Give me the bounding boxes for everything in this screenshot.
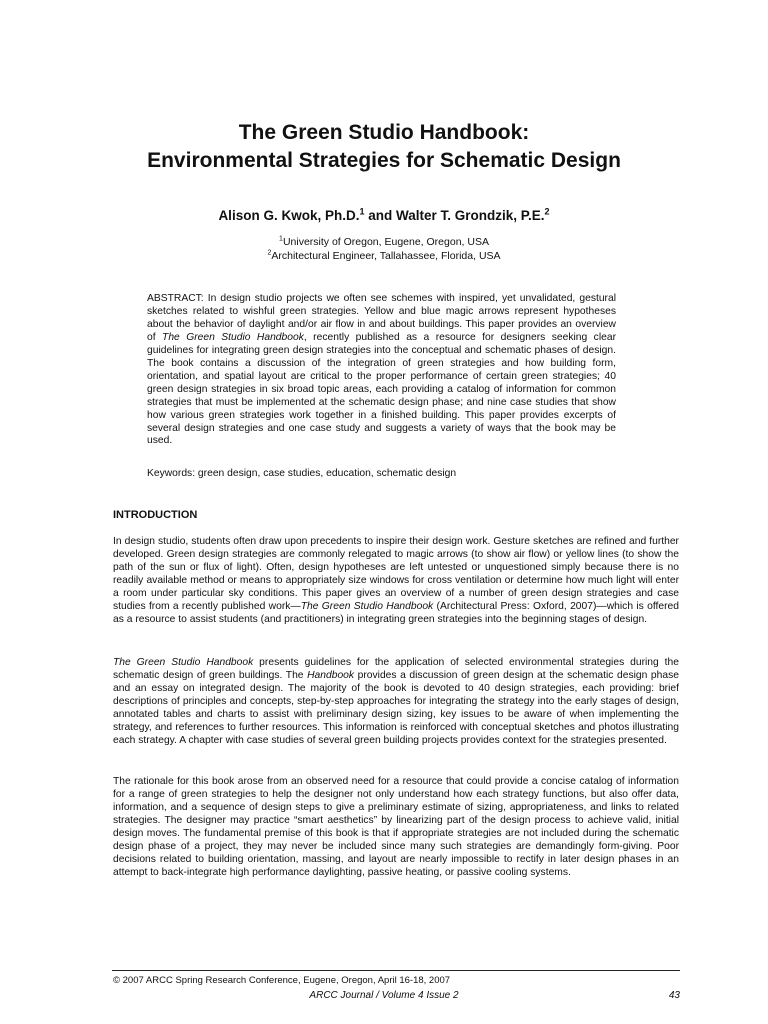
affiliations [0, 236, 768, 263]
author-1: Alison G. Kwok, Ph.D. [218, 208, 360, 223]
intro-paragraph-2 [113, 657, 679, 748]
paper-title [0, 119, 768, 175]
abstract-text-b: , recently published as a resource for designers seeking clear guidelines for integrating green design strategies into the conceptual and schematic phases of design. The book contains a discussion of the integration of green strategies and how building form, orientation, and spatial layout are critical to the proper performance of certain green strategies; 40 green design strategies in six broad topic areas, each providing a catalog of information for common strategies that must be implemented at the schematic design phase; and nine case studies that show how various green strategies work together in a finished building. This paper provides excerpts of several design strategies and one case study and suggests a variety of ways that the book may be used. [147, 331, 616, 447]
author-1-affil-mark: 1 [359, 206, 365, 217]
para2-text-b: provides a discussion of green design at the schematic design phase and an essay on integrated design. The majority of the book is devoted to 40 design strategies, each providing: brief descriptions of principles and concepts, step-by-step approaches for integrating the strategy into the early stages of design, annotated tables and charts to assist with preliminary design sizing, key issues to be aware of when implementing the strategy, and references to further resources. This information is reinforced with conceptual sketches and photos illustrating each strategy. A chapter with case studies of several green building projects provides context for the strategies presented. [113, 669, 679, 746]
affiliation-2-text: Architectural Engineer, Tallahassee, Florida, USA [271, 249, 501, 262]
title-line-2: Environmental Strategies for Schematic Design [147, 149, 621, 172]
abstract-text-a: ABSTRACT: In design studio projects we often see schemes with inspired, yet unvalidated, gestural sketches related to wishful green strategies. Yellow and blue magic arrows represent hypotheses about the behavior of daylight and/or air flow in and about buildings. This paper provides an overview of [147, 293, 616, 343]
affiliation-2-mark: 2 [267, 249, 272, 256]
para1-book-title: The Green Studio Handbook [300, 600, 434, 612]
para1-text-b: (Architectural Press: Oxford, 2007)—which is offered as a resource to assist students (and practitioners) in integrating green strategies into the beginning stages of design. [113, 600, 679, 625]
page-number: 43 [668, 990, 680, 1001]
footer-divider [112, 970, 680, 971]
affiliation-1-text: University of Oregon, Eugene, Oregon, USA [282, 236, 489, 248]
author-list [0, 207, 768, 225]
title-line-1: The Green Studio Handbook: [238, 121, 530, 144]
intro-paragraph-3: The rationale for this book arose from an observed need for a resource that could provide a concise catalog of information for a range of green strategies to help the designer not only understand how each strategy functions, but also offer data, information, and a sequence of design steps to give a preliminary estimate of sizing, appropriateness, and links to related strategies. The designer may practice “smart aesthetics” by linearizing part of the design process to achieve valid, initial design moves. The fundamental premise of this book is that if appropriate strategies are not included during the schematic design phase of a project, they may never be included since many such strategies are demandingly form-giving. Poor decisions related to building orientation, massing, and layout are nearly impossible to rectify in later design phases in an attempt to back-integrate high performance daylighting, passive heating, or passive cooling systems. [113, 776, 679, 878]
affiliation-1-mark: 1 [279, 235, 283, 243]
footer-copyright: © 2007 ARCC Spring Research Conference, Eugene, Oregon, April 16-18, 2007 [113, 975, 451, 986]
para2-book-title: The Green Studio Handbook [113, 657, 254, 668]
affiliation-2 [0, 250, 768, 264]
author-2-affil-mark: 2 [544, 206, 550, 217]
footer-journal: ARCC Journal / Volume 4 Issue 2 [309, 990, 459, 1001]
para1-text-a: In design studio, students often draw upon precedents to inspire their design work. Gesture sketches are refined and further developed. Green design strategies are commonly relegated to magic arrows (to show air flow) or yellow lines (to show the path of the sun or flux of light). Often, design hypotheses are left untested or unquestioned simply because there is no readily available method or means to appropriately size windows for cross ventilation or determine how much light will enter a room under particular sky conditions. This paper gives an overview of a number of green design strategies and case studies from a recently published work— [113, 536, 679, 612]
section-heading-introduction: INTRODUCTION [113, 509, 198, 521]
intro-paragraph-1 [113, 536, 679, 627]
para2-handbook: Handbook [307, 669, 355, 681]
para2-text-a: presents guidelines for the application of selected environmental strategies during the schematic design of green buildings. The [113, 657, 679, 681]
abstract-book-title: The Green Studio Handbook [162, 331, 304, 343]
affiliation-1 [0, 236, 768, 250]
author-2: Walter T. Grondzik, P.E. [395, 208, 545, 223]
author-conjunction: and [364, 208, 396, 223]
abstract [147, 293, 616, 448]
keywords: Keywords: green design, case studies, education, schematic design [147, 468, 457, 479]
